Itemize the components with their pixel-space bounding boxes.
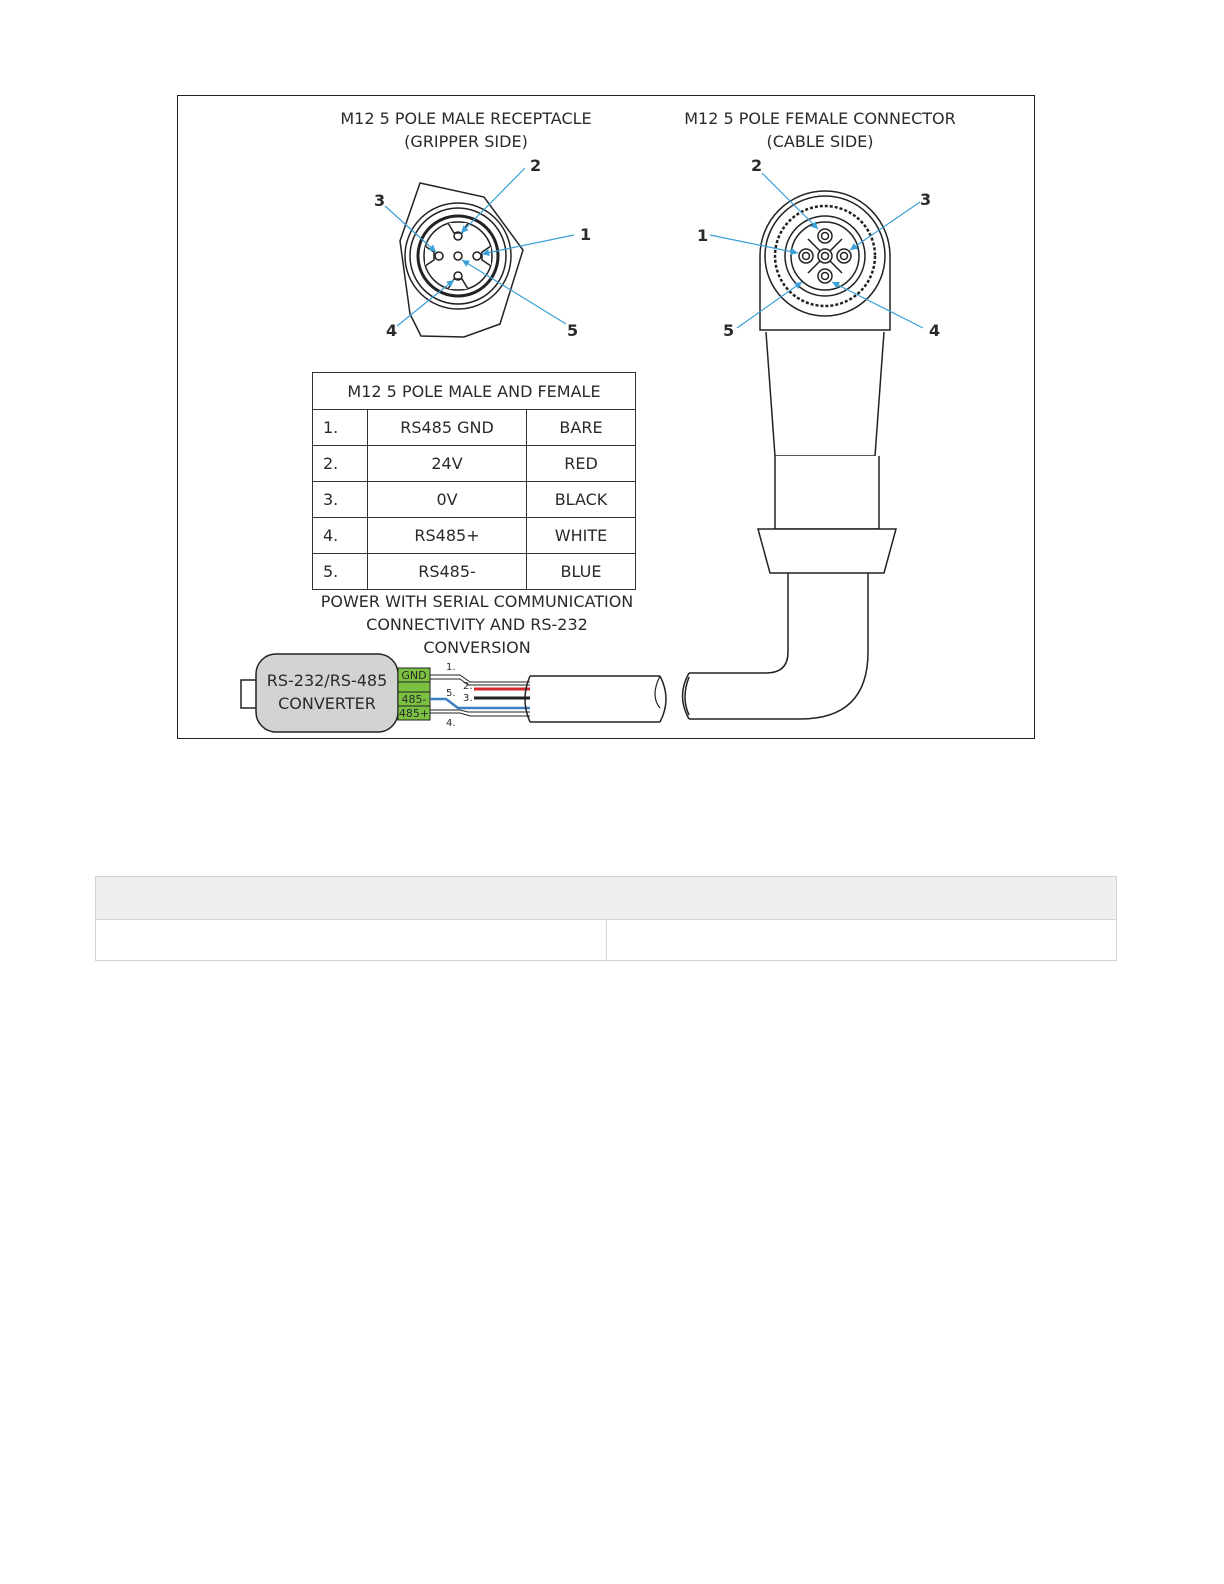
- pin-signal: 24V: [368, 446, 527, 482]
- female-connector: [683, 191, 897, 719]
- pin-table: [312, 372, 636, 590]
- table-row: [96, 920, 1116, 961]
- female-pin-3: 3: [920, 190, 932, 209]
- terminal-485-plus: 485+: [398, 707, 430, 720]
- wire-label-2: 2.: [463, 681, 473, 692]
- converter-label-1: RS-232/RS-485: [266, 671, 388, 690]
- wire-label-4: 4.: [446, 718, 456, 729]
- female-pin-1: 1: [697, 226, 709, 245]
- male-pin-3: 3: [374, 191, 386, 210]
- terminal-485-minus: 485-: [401, 693, 427, 706]
- male-pin-4: 4: [386, 321, 398, 340]
- pin-color: BLACK: [527, 482, 636, 518]
- wiring-diagram: [177, 95, 1035, 739]
- wire-label-3: 3.: [463, 693, 473, 704]
- table-row: [313, 410, 636, 446]
- pin-number: 2.: [313, 446, 368, 482]
- pin-color: RED: [527, 446, 636, 482]
- table-row: [313, 446, 636, 482]
- pin-signal: RS485-: [368, 554, 527, 590]
- male-pin-5: 5: [567, 321, 579, 340]
- male-title: M12 5 POLE MALE RECEPTACLE: [340, 109, 592, 128]
- pin-number: 1.: [313, 410, 368, 446]
- pin-signal: 0V: [368, 482, 527, 518]
- pin-table-header: M12 5 POLE MALE AND FEMALE: [313, 373, 636, 410]
- caption-line-2: CONNECTIVITY AND RS-232 CONVERSION: [366, 615, 588, 657]
- male-receptacle: [400, 183, 523, 337]
- pin-number: 3.: [313, 482, 368, 518]
- diagram-caption: [312, 590, 642, 659]
- caption-line-1: POWER WITH SERIAL COMMUNICATION: [320, 592, 634, 611]
- terminal-block: [398, 668, 430, 720]
- pin-number: 5.: [313, 554, 368, 590]
- pin-signal: RS485 GND: [368, 410, 527, 446]
- female-title: M12 5 POLE FEMALE CONNECTOR: [684, 109, 956, 128]
- table-cell: [606, 920, 1117, 961]
- pin-signal: RS485+: [368, 518, 527, 554]
- male-pin-2: 2: [530, 156, 542, 175]
- converter-label-2: CONVERTER: [278, 694, 376, 713]
- terminal-gnd: GND: [401, 669, 427, 682]
- female-subtitle: (CABLE SIDE): [766, 132, 874, 151]
- female-pin-4: 4: [929, 321, 941, 340]
- pin-color: BARE: [527, 410, 636, 446]
- converter: [241, 654, 398, 732]
- table-cell: [96, 920, 606, 961]
- female-pin-5: 5: [723, 321, 735, 340]
- empty-table: [95, 876, 1117, 961]
- table-row: [313, 554, 636, 590]
- wire-label-1: 1.: [446, 662, 456, 673]
- table-row: [313, 518, 636, 554]
- empty-table-header: [96, 877, 1116, 920]
- male-pin-1: 1: [580, 225, 592, 244]
- wire-label-5: 5.: [446, 688, 456, 699]
- pin-number: 4.: [313, 518, 368, 554]
- table-row: [313, 482, 636, 518]
- pin-color: WHITE: [527, 518, 636, 554]
- pin-color: BLUE: [527, 554, 636, 590]
- wire-labels: [446, 662, 473, 729]
- male-subtitle: (GRIPPER SIDE): [404, 132, 528, 151]
- female-pin-2: 2: [751, 156, 763, 175]
